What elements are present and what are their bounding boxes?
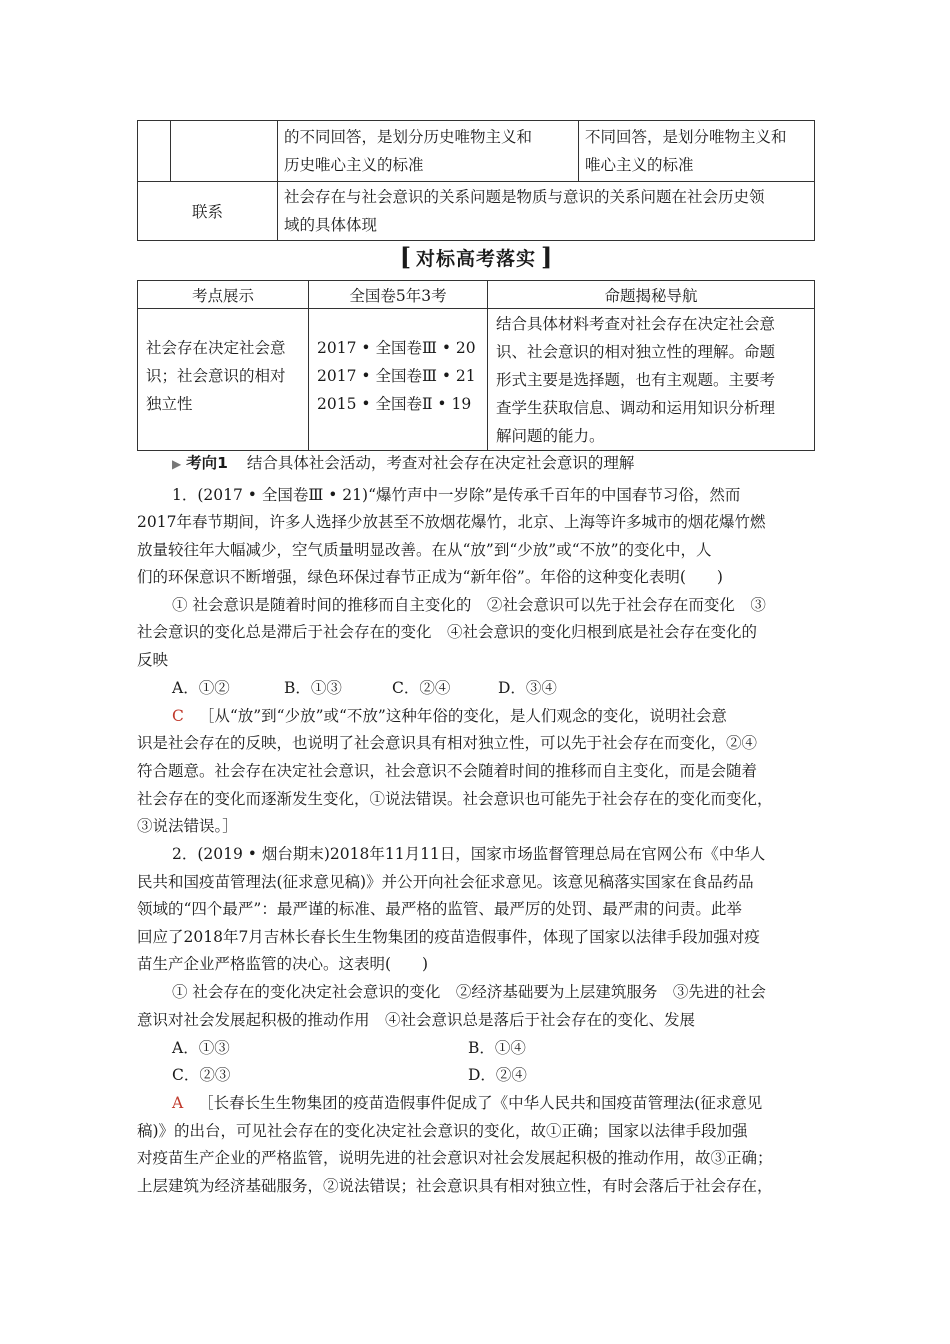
- q1-option-line: ① 社会意识是随着时间的推移而自主变化的 ②社会意识可以先于社会存在而变化 ③: [172, 596, 766, 614]
- q2-option-line: 意识对社会发展起积极的推动作用 ④社会意识总是落后于社会存在的变化、发展: [137, 1011, 696, 1029]
- q1-explanation-line: 社会存在的变化而逐渐发生变化，①说法错误。社会意识也可能先于社会存在的变化而变化，: [137, 790, 773, 808]
- cell-line: 解问题的能力。: [496, 427, 605, 445]
- q1-explanation-text: ［从“放”到“少放”或“不放”这种年俗的变化，是人们观念的变化，说明社会意: [198, 707, 727, 725]
- q2-choice-c: C．②③: [172, 1066, 231, 1084]
- cell-line: 社会存在决定社会意: [146, 339, 286, 357]
- q2-stem-line: 苗生产企业严格监管的决心。这表明( ): [137, 955, 429, 973]
- cell-line: 形式主要是选择题，也有主观题。主要考: [496, 371, 776, 389]
- cell-line: 历史唯心主义的标准: [284, 156, 424, 174]
- header-cell: [488, 281, 815, 309]
- q1-explanation-line: ③说法错误。］: [137, 817, 238, 835]
- exam-line: 2017 • 全国卷Ⅲ • 20: [317, 339, 476, 357]
- table-cell-empty: [171, 121, 278, 182]
- q1-choice-b: B．①③: [284, 679, 342, 697]
- table-cell-empty: [138, 121, 171, 182]
- q2-answer: A: [172, 1094, 184, 1112]
- comparison-table: [137, 120, 815, 241]
- cell-line: 独立性: [146, 395, 193, 413]
- direction-heading: [172, 450, 634, 478]
- q2-choice-b: B．①④: [468, 1039, 526, 1057]
- q2-choice-d: D．②④: [468, 1066, 527, 1084]
- q1-choice-c: C．②④: [392, 679, 451, 697]
- q1-explanation-line: 识是社会存在的反映，也说明了社会意识具有相对独立性，可以先于社会存在而变化，②④: [137, 734, 758, 752]
- cell-line: 的不同回答，是划分历史唯物主义和: [284, 128, 533, 146]
- exam-line: 2015 • 全国卷Ⅱ • 19: [317, 395, 472, 413]
- q1-choice-a: A．①②: [172, 679, 230, 697]
- triangle-icon: ▶: [172, 457, 182, 471]
- q1-explanation-line: [172, 703, 727, 730]
- banner-right-bracket: ]: [540, 242, 553, 271]
- direction-tag: 考向1: [186, 454, 228, 472]
- banner-left-bracket: [: [399, 242, 412, 271]
- row-label-text: 联系: [191, 203, 223, 221]
- cell-line: 结合具体材料考查对社会存在决定社会意: [496, 315, 776, 333]
- exam-table: [137, 280, 815, 451]
- topic-cell: [138, 309, 309, 451]
- q1-choice-d: D．③④: [498, 679, 557, 697]
- q1-answer: C: [172, 707, 184, 725]
- q2-stem-line: 回应了2018年7月吉林长春长生生物集团的疫苗造假事件，体现了国家以法律手段加强对疫: [137, 928, 760, 946]
- table-cell: [278, 121, 579, 182]
- guide-cell: [488, 309, 815, 451]
- direction-text: 结合具体社会活动，考查对社会存在决定社会意识的理解: [246, 454, 635, 472]
- row-label: [138, 182, 278, 241]
- q2-stem-line: 领域的“四个最严”：最严谨的标准、最严格的监管、最严厉的处罚、最严肃的问责。此举: [137, 900, 742, 918]
- header-guide: 命题揭秘导航: [604, 286, 698, 305]
- q2-explanation-line: [172, 1090, 762, 1117]
- header-cell: [309, 281, 488, 309]
- q2-explanation-text: ［长春长生生物集团的疫苗造假事件促成了《中华人民共和国疫苗管理法(征求意见: [198, 1094, 763, 1112]
- cell-line: 识；社会意识的相对: [146, 367, 286, 385]
- table-cell: [278, 182, 815, 241]
- q1-option-line: 社会意识的变化总是滞后于社会存在的变化 ④社会意识的变化归根到底是社会存在变化的: [137, 623, 758, 641]
- q1-explanation-line: 符合题意。社会存在决定社会意识，社会意识不会随着时间的推移而自主变化，而是会随着: [137, 762, 758, 780]
- q2-explanation-line: 对疫苗生产企业的严格监管，说明先进的社会意识对社会发展起积极的推动作用，故③正确；: [137, 1149, 773, 1167]
- q1-stem-line: 们的环保意识不断增强，绿色环保过春节正成为“新年俗”。年俗的这种变化表明( ): [137, 568, 723, 586]
- cell-line: 域的具体体现: [284, 216, 378, 234]
- q2-option-line: ① 社会存在的变化决定社会意识的变化 ②经济基础要为上层建筑服务 ③先进的社会: [172, 983, 766, 1001]
- header-topic: 考点展示: [191, 286, 254, 305]
- q2-explanation-line: 稿)》的出台，可见社会存在的变化决定社会意识的变化，故①正确；国家以法律手段加强: [137, 1122, 748, 1140]
- exam-line: 2017 • 全国卷Ⅲ • 21: [317, 367, 476, 385]
- section-title: 对标高考落实: [415, 248, 536, 270]
- q2-choice-a: A．①③: [172, 1039, 230, 1057]
- cell-line: 不同回答，是划分唯物主义和: [585, 128, 787, 146]
- q1-option-line: 反映: [137, 651, 169, 669]
- q2-stem-line: 民共和国疫苗管理法(征求意见稿)》并公开向社会征求意见。该意见稿落实国家在食品药品: [137, 873, 754, 891]
- cell-line: 查学生获取信息、调动和运用知识分析理: [496, 399, 776, 417]
- q2-explanation-line: 上层建筑为经济基础服务，②说法错误；社会意识具有相对独立性，有时会落后于社会存在，: [137, 1177, 773, 1195]
- q1-stem-line: 1．(2017 • 全国卷Ⅲ • 21)“爆竹声中一岁除”是传承千百年的中国春节习俗，然而: [172, 486, 741, 504]
- exams-cell: [309, 309, 488, 451]
- q2-stem-line: 2．(2019 • 烟台期末)2018年11月11日，国家市场监督管理总局在官网公布《中华人: [172, 845, 766, 863]
- table-cell: [579, 121, 815, 182]
- cell-line: 唯心主义的标准: [585, 156, 694, 174]
- cell-line: 社会存在与社会意识的关系问题是物质与意识的关系问题在社会历史领: [284, 188, 765, 206]
- section-banner: [378, 242, 574, 272]
- header-exams: 全国卷5年3考: [349, 286, 447, 305]
- cell-line: 识、社会意识的相对独立性的理解。命题: [496, 343, 776, 361]
- q1-stem-line: 2017年春节期间，许多人选择少放甚至不放烟花爆竹，北京、上海等许多城市的烟花爆竹燃: [137, 513, 766, 531]
- q1-stem-line: 放量较往年大幅减少，空气质量明显改善。在从“放”到“少放”或“不放”的变化中，人: [137, 541, 712, 559]
- header-cell: [138, 281, 309, 309]
